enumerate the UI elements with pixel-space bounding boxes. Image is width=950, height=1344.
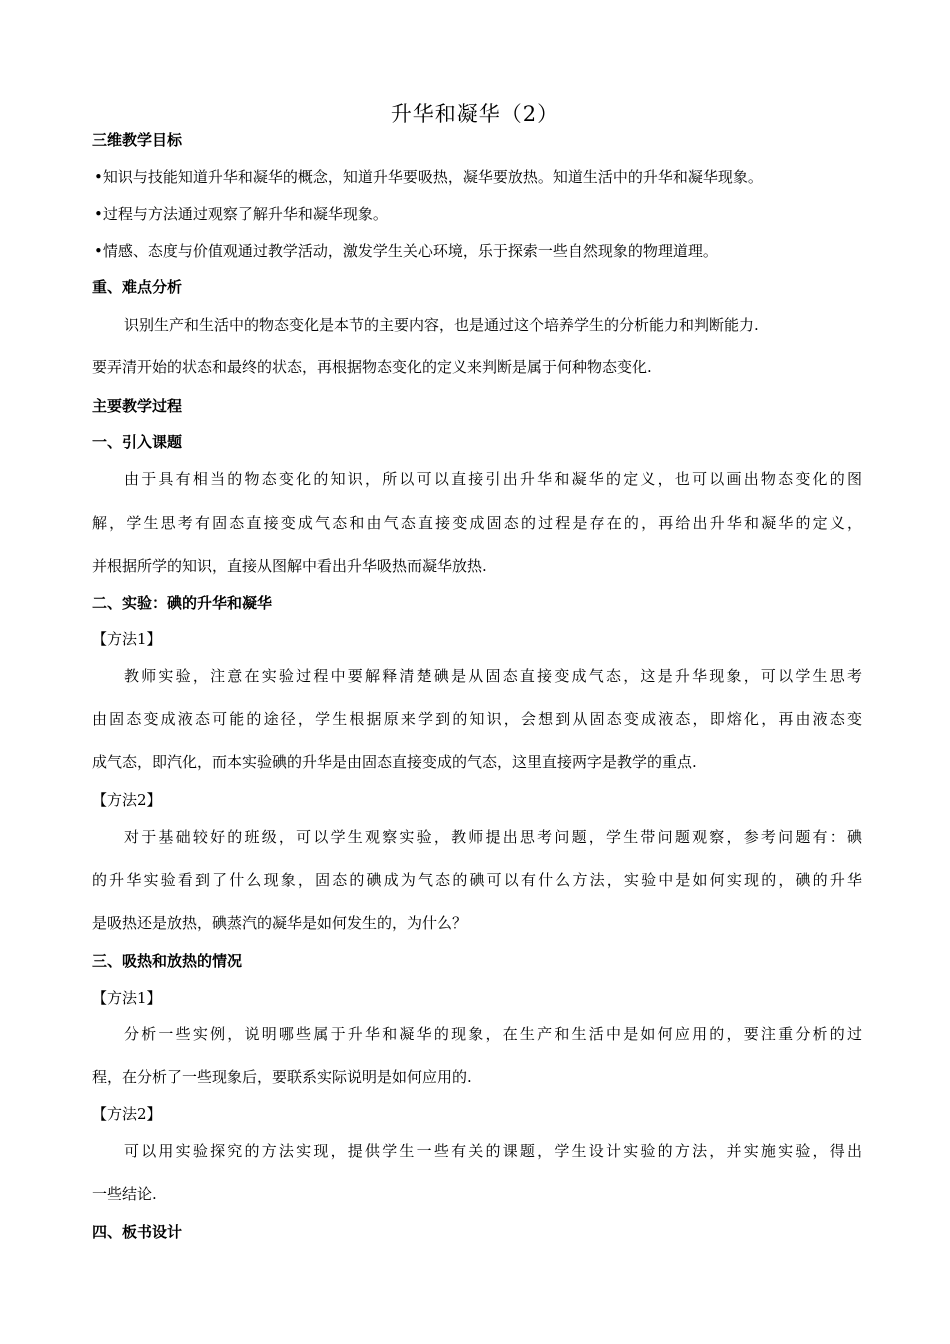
section2-heading: 二、实验：碘的升华和凝华 [92,594,273,612]
section1-paragraph-line: 解，学生思考有固态直接变成气态和由气态直接变成固态的过程是存在的，再给出升华和凝华的定义， [92,514,862,532]
section2-method2-line: 的升华实验看到了什么现象，固态的碘成为气态的碘可以有什么方法，实验中是如何实现的，碘的升华 [92,871,862,889]
section3-method2-line: 可以用实验探究的方法实现，提供学生一些有关的课题，学生设计实验的方法，并实施实验，得出 [124,1142,862,1160]
key-points-paragraph-line: 识别生产和生活中的物态变化是本节的主要内容，也是通过这个培养学生的分析能力和判断能力. [124,316,759,334]
goal-attitude: •情感、态度与价值观通过教学活动，激发学生关心环境，乐于探索一些自然现象的物理道理。 [94,242,718,260]
key-points-heading: 重、难点分析 [92,278,183,296]
section2-method2-line: 对于基础较好的班级，可以学生观察实验，教师提出思考问题，学生带问题观察，参考问题有：碘 [124,828,862,846]
section1-heading: 一、引入课题 [92,433,183,451]
section3-heading: 三、吸热和放热的情况 [92,952,243,970]
section3-method1-line: 分析一些实例，说明哪些属于升华和凝华的现象，在生产和生活中是如何应用的，要注重分析的过 [124,1025,862,1043]
section2-method1-line: 教师实验，注意在实验过程中要解释清楚碘是从固态直接变成气态，这是升华现象，可以学生思考 [124,667,862,685]
section3-method2-line: 一些结论. [92,1185,157,1203]
process-heading: 主要教学过程 [92,397,183,415]
section1-paragraph-line: 由于具有相当的物态变化的知识，所以可以直接引出升华和凝华的定义，也可以画出物态变化的图 [124,470,862,488]
section2-method2-line: 是吸热还是放热，碘蒸汽的凝华是如何发生的，为什么？ [92,914,468,932]
method-label: 【方法1】 [92,989,162,1007]
goal-process: •过程与方法通过观察了解升华和凝华现象。 [94,205,388,223]
section2-method1-line: 由固态变成液态可能的途径，学生根据原来学到的知识，会想到从固态变成液态，即熔化，再由液态变 [92,710,862,728]
goal-knowledge: •知识与技能知道升华和凝华的概念，知道升华要吸热，凝华要放热。知道生活中的升华和凝华现象。 [94,168,763,186]
section2-method1-line: 成气态，即汽化，而本实验碘的升华是由固态直接变成的气态，这里直接两字是教学的重点. [92,753,697,771]
method-label: 【方法2】 [92,1105,162,1123]
method-label: 【方法1】 [92,630,162,648]
document-title: 升华和凝华（2） [390,102,560,126]
method-label: 【方法2】 [92,791,162,809]
goals-heading: 三维教学目标 [92,131,183,149]
section3-method1-line: 程，在分析了一些现象后，要联系实际说明是如何应用的. [92,1068,472,1086]
section1-paragraph-line: 并根据所学的知识，直接从图解中看出升华吸热而凝华放热. [92,557,487,575]
section4-heading: 四、板书设计 [92,1223,183,1241]
key-points-paragraph-line: 要弄清开始的状态和最终的状态，再根据物态变化的定义来判断是属于何种物态变化. [92,358,652,376]
